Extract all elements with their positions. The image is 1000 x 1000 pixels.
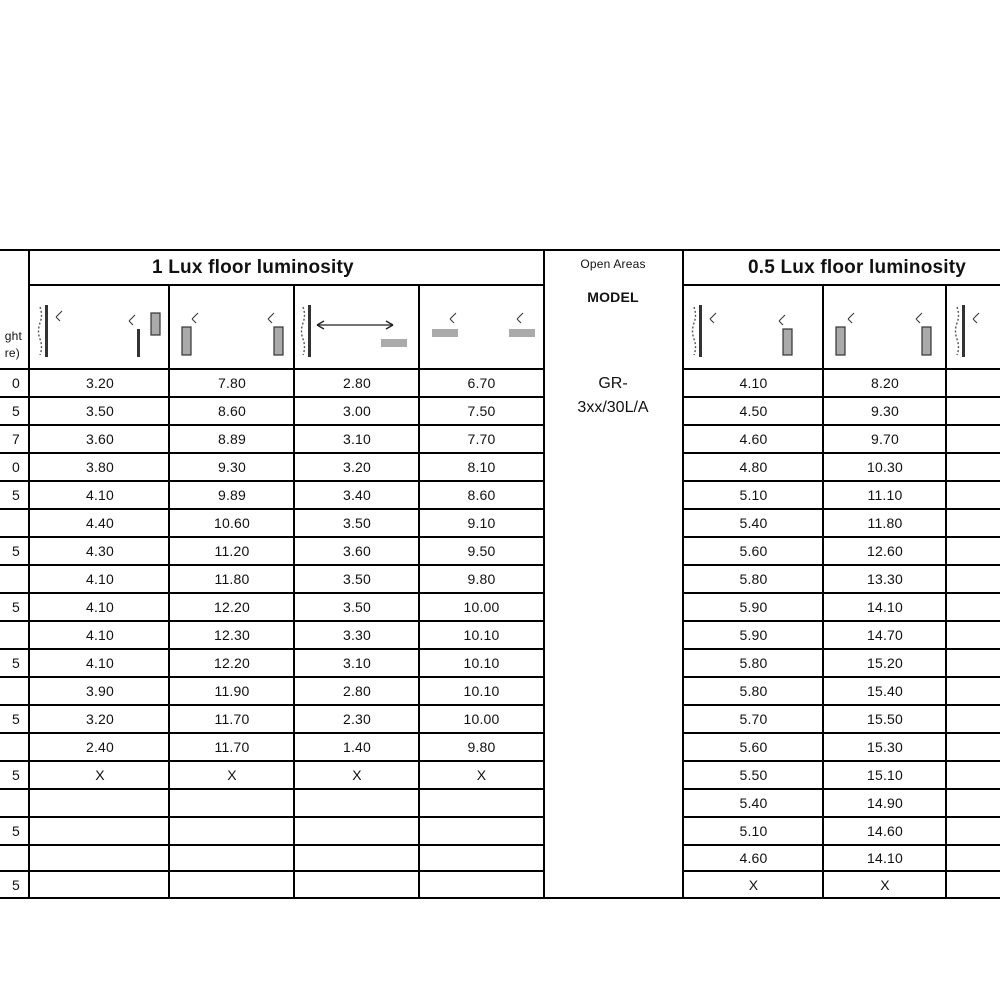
value-cell-05lux: 5.90 — [739, 626, 768, 643]
value-cell-1lux: 11.20 — [214, 542, 250, 559]
value-cell-1lux: 12.20 — [213, 598, 251, 615]
value-cell-1lux — [420, 871, 543, 898]
height-label-top: ght — [4, 329, 22, 343]
height-cell: 5 — [12, 486, 20, 503]
value-cell-1lux: 2.40 — [85, 738, 115, 755]
value-cell-1lux: 3.60 — [85, 430, 115, 447]
value-cell-05lux: 15.30 — [866, 738, 904, 755]
value-cell-1lux — [170, 871, 294, 898]
value-cell-1lux: 3.50 — [342, 598, 372, 615]
value-cell-05lux: 15.40 — [866, 682, 904, 699]
value-cell-1lux — [295, 789, 419, 816]
value-cell-1lux — [170, 817, 294, 844]
value-cell-05lux: 4.80 — [739, 458, 768, 475]
value-cell-1lux: 9.50 — [467, 542, 496, 559]
value-cell-05lux: X — [880, 876, 890, 893]
value-cell-05lux: 5.80 — [739, 682, 768, 699]
value-cell-1lux: 10.00 — [463, 598, 500, 615]
value-cell-1lux: 9.89 — [217, 486, 247, 503]
wall-to-floor-icon — [295, 287, 419, 367]
value-cell-05lux: 11.10 — [867, 486, 903, 503]
value-cell-05lux: 9.30 — [870, 402, 900, 419]
value-cell-05lux: 4.60 — [739, 430, 768, 447]
value-cell-1lux: 3.40 — [342, 486, 372, 503]
value-cell-05lux: 8.20 — [870, 374, 900, 391]
value-cell-1lux: 8.60 — [467, 486, 496, 503]
value-cell-1lux: 3.50 — [85, 402, 115, 419]
value-cell-05lux: 5.40 — [739, 514, 768, 531]
floor-to-floor-icon — [420, 287, 543, 367]
value-cell-1lux: 4.10 — [85, 486, 115, 503]
value-cell-05lux: 5.60 — [739, 738, 768, 755]
height-cell — [0, 565, 20, 592]
value-cell-1lux: 11.90 — [214, 682, 250, 699]
wall-to-single-icon — [947, 287, 1000, 367]
value-cell-1lux — [30, 871, 170, 898]
value-cell-05lux: 5.70 — [739, 710, 768, 727]
value-cell-1lux: 10.10 — [463, 682, 500, 699]
value-cell-05lux: 14.60 — [866, 822, 904, 839]
value-cell-1lux: 7.80 — [217, 374, 247, 391]
value-cell-05lux: 5.40 — [739, 794, 768, 811]
value-cell-1lux: 3.50 — [342, 514, 372, 531]
value-cell-1lux: 4.10 — [85, 570, 115, 587]
value-cell-05lux: 15.20 — [866, 654, 904, 671]
value-cell-1lux — [30, 789, 170, 816]
value-cell-1lux: 12.20 — [213, 654, 251, 671]
value-cell-1lux: 11.70 — [214, 738, 250, 755]
height-cell — [0, 509, 20, 536]
value-cell-1lux — [295, 845, 419, 870]
value-cell-1lux: 8.10 — [467, 458, 496, 475]
value-cell-05lux: 14.10 — [866, 849, 904, 866]
height-cell: 5 — [12, 598, 20, 615]
value-cell-1lux: 7.50 — [467, 402, 496, 419]
value-cell-1lux — [295, 817, 419, 844]
value-cell-05lux: 5.10 — [739, 486, 768, 503]
model-value — [560, 372, 666, 420]
value-cell-1lux: 3.60 — [342, 542, 372, 559]
height-cell — [0, 621, 20, 648]
header-divider-left — [29, 284, 544, 286]
height-cell: 0 — [12, 458, 20, 475]
value-cell-1lux: 11.80 — [214, 570, 250, 587]
value-cell-1lux: 3.10 — [342, 654, 372, 671]
value-cell-1lux: 9.10 — [467, 514, 496, 531]
value-cell-1lux: 3.30 — [342, 626, 372, 643]
header-divider-right — [683, 284, 1000, 286]
wall-to-wall-icon — [30, 287, 169, 367]
value-cell-05lux: 10.30 — [866, 458, 904, 475]
value-cell-1lux: 2.80 — [342, 374, 372, 391]
value-cell-1lux: 2.80 — [342, 682, 372, 699]
value-cell-05lux: 14.90 — [866, 794, 904, 811]
height-cell — [0, 845, 20, 870]
value-cell-05lux: 4.10 — [739, 374, 768, 391]
height-cell: 5 — [12, 402, 20, 419]
value-cell-05lux: 12.60 — [866, 542, 904, 559]
height-cell — [0, 733, 20, 760]
value-cell-1lux: 4.10 — [85, 654, 115, 671]
value-cell-1lux: 4.10 — [85, 626, 115, 643]
value-cell-1lux: 1.40 — [342, 738, 372, 755]
value-cell-05lux: 15.50 — [866, 710, 904, 727]
value-cell-05lux: 13.30 — [866, 570, 904, 587]
height-cell: 5 — [12, 654, 20, 671]
value-cell-1lux: 8.60 — [217, 402, 247, 419]
group2-title: 0.5 Lux floor luminosity — [748, 257, 967, 278]
value-cell-05lux: 5.10 — [739, 822, 768, 839]
value-cell-05lux: 11.80 — [867, 514, 903, 531]
value-cell-1lux: 10.10 — [463, 626, 500, 643]
col-line-model-left — [543, 249, 545, 898]
group1-title: 1 Lux floor luminosity — [152, 257, 354, 278]
model-value-line-2: 3xx/30L/A — [577, 399, 649, 416]
value-cell-1lux: 8.89 — [217, 430, 247, 447]
value-cell-1lux — [30, 845, 170, 870]
table-top-border — [0, 249, 1000, 251]
value-cell-05lux: 5.50 — [739, 766, 768, 783]
height-cell — [0, 789, 20, 816]
value-cell-1lux: 3.50 — [342, 570, 372, 587]
value-cell-1lux: 3.90 — [85, 682, 115, 699]
wall-to-wall-icon — [684, 287, 823, 367]
value-cell-1lux: X — [352, 766, 362, 783]
single-to-wall-icon — [170, 287, 294, 367]
height-cell: 5 — [12, 766, 20, 783]
value-cell-1lux: 3.80 — [85, 458, 115, 475]
value-cell-1lux: 4.10 — [85, 598, 115, 615]
value-cell-1lux — [170, 789, 294, 816]
value-cell-1lux: 2.30 — [342, 710, 372, 727]
open-areas-label: Open Areas — [580, 257, 646, 271]
value-cell-05lux: 14.10 — [866, 598, 904, 615]
value-cell-1lux: 9.80 — [467, 570, 496, 587]
value-cell-1lux: 3.20 — [85, 374, 115, 391]
height-cell: 5 — [12, 542, 20, 559]
value-cell-05lux: 5.80 — [739, 570, 768, 587]
value-cell-1lux: 10.60 — [213, 514, 251, 531]
value-cell-1lux: 6.70 — [467, 374, 496, 391]
value-cell-1lux — [295, 871, 419, 898]
single-to-single-icon — [824, 287, 946, 367]
value-cell-1lux: 11.70 — [214, 710, 250, 727]
value-cell-05lux: 5.80 — [739, 654, 768, 671]
height-cell: 7 — [12, 430, 20, 447]
value-cell-1lux: 12.30 — [213, 626, 251, 643]
value-cell-1lux: 3.00 — [342, 402, 372, 419]
value-cell-1lux — [30, 817, 170, 844]
value-cell-05lux: 9.70 — [870, 430, 900, 447]
height-cell — [0, 677, 20, 704]
value-cell-05lux: 4.50 — [739, 402, 768, 419]
height-cell: 0 — [12, 374, 20, 391]
value-cell-05lux: 4.60 — [739, 849, 768, 866]
value-cell-05lux: 5.90 — [739, 598, 768, 615]
value-cell-1lux: 4.40 — [85, 514, 115, 531]
value-cell-1lux: 10.00 — [463, 710, 500, 727]
value-cell-1lux — [420, 789, 543, 816]
value-cell-1lux: 7.70 — [467, 430, 496, 447]
model-label: MODEL — [587, 289, 639, 305]
value-cell-1lux: 3.20 — [85, 710, 115, 727]
height-cell: 5 — [12, 710, 20, 727]
value-cell-1lux — [170, 845, 294, 870]
value-cell-1lux: 4.30 — [85, 542, 115, 559]
value-cell-1lux: 9.30 — [217, 458, 247, 475]
value-cell-1lux — [420, 817, 543, 844]
value-cell-1lux: X — [476, 766, 487, 783]
value-cell-1lux: 9.80 — [467, 738, 496, 755]
height-label-bottom: re) — [4, 346, 20, 360]
value-cell-05lux: X — [748, 876, 759, 893]
value-cell-1lux: X — [227, 766, 237, 783]
value-cell-1lux — [420, 845, 543, 870]
value-cell-1lux: 10.10 — [463, 654, 500, 671]
value-cell-05lux: 15.10 — [866, 766, 904, 783]
height-cell: 5 — [12, 876, 20, 893]
value-cell-1lux: 3.20 — [342, 458, 372, 475]
value-cell-1lux: 3.10 — [342, 430, 372, 447]
value-cell-05lux: 14.70 — [866, 626, 904, 643]
height-cell: 5 — [12, 822, 20, 839]
value-cell-1lux: X — [95, 766, 105, 783]
value-cell-05lux: 5.60 — [739, 542, 768, 559]
model-value-line-1: GR- — [598, 375, 628, 392]
